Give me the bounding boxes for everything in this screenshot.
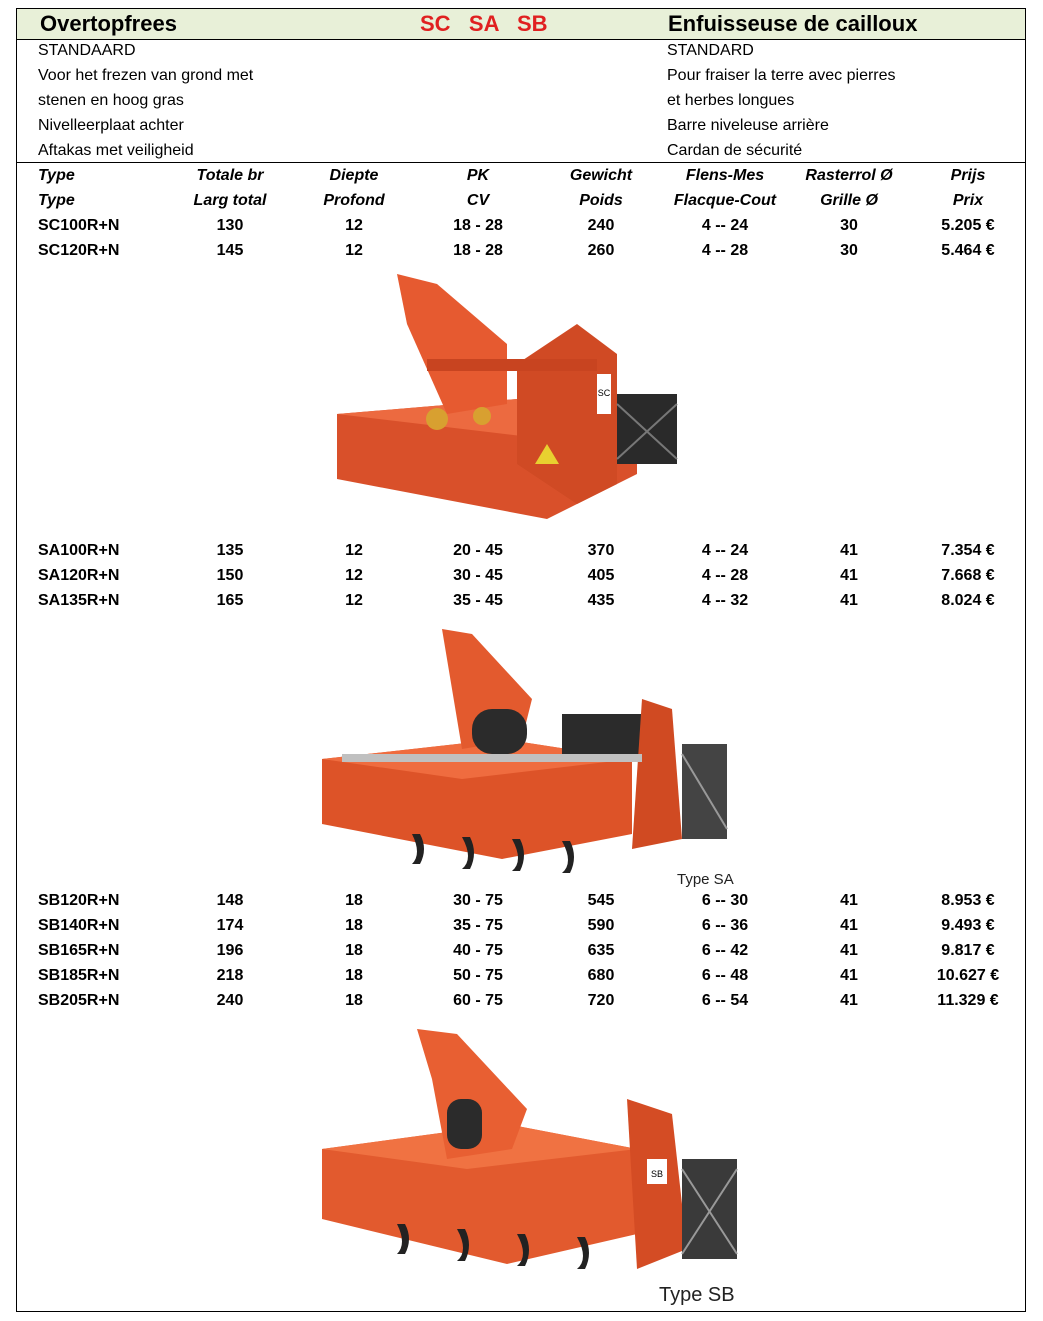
intro-fr-line: Pour fraiser la terre avec pierres	[667, 67, 896, 84]
intro-fr-line: STANDARD	[667, 42, 754, 59]
table-row-cell: 12	[345, 217, 363, 234]
table-row-cell: 18	[345, 942, 363, 959]
table-row-cell: 370	[587, 542, 615, 559]
table-row-cell: 18 - 28	[453, 217, 503, 234]
table-row-cell: 60 - 75	[453, 992, 503, 1009]
intro-nl-line: Voor het frezen van grond met	[38, 67, 254, 84]
table-row-cell: 12	[345, 542, 363, 559]
table-row-cell: 18	[345, 967, 363, 984]
table-row-cell: 9.817 €	[941, 942, 995, 959]
table-row-cell: 4 -- 24	[701, 217, 749, 234]
sb-machine-photo	[307, 1019, 757, 1309]
intro-fr-line: et herbes longues	[667, 92, 795, 109]
table-header-fr-type: Type	[38, 192, 75, 209]
intro-nl-line: STANDAARD	[38, 42, 136, 59]
table-row-cell: 148	[216, 892, 244, 909]
table-header-fr-cell: Grille Ø	[820, 192, 878, 209]
sc-machine-photo	[317, 264, 687, 534]
sa-machine-photo	[312, 619, 742, 894]
table-row-cell: 545	[587, 892, 615, 909]
table-row-cell: 6 -- 30	[701, 892, 749, 909]
table-row-cell: 680	[587, 967, 615, 984]
table-header-nl-cell: Gewicht	[569, 167, 633, 184]
table-row-cell: 9.493 €	[941, 917, 995, 934]
table-row-cell: 590	[587, 917, 615, 934]
table-row-cell: 240	[216, 992, 244, 1009]
table-header-nl-cell: Totale br	[196, 167, 264, 184]
intro-fr-line: Cardan de sécurité	[667, 142, 803, 159]
table-row-cell: 4 -- 28	[701, 242, 749, 259]
table-row-cell: 8.024 €	[941, 592, 995, 609]
title-nl: Overtopfrees	[40, 11, 177, 36]
table-header-fr-cell: CV	[466, 192, 490, 209]
table-row-type: SB140R+N	[38, 917, 120, 934]
table-row-cell: 30 - 75	[453, 892, 503, 909]
table-row-cell: 41	[840, 967, 858, 984]
table-row-type: SB205R+N	[38, 992, 120, 1009]
table-row-cell: 240	[587, 217, 615, 234]
table-row-cell: 40 - 75	[453, 942, 503, 959]
table-row-cell: 18	[345, 917, 363, 934]
table-row-cell: 635	[587, 942, 615, 959]
table-row-cell: 4 -- 32	[701, 592, 749, 609]
table-header-fr-cell: Profond	[323, 192, 385, 209]
table-row-cell: 41	[840, 892, 858, 909]
intro-fr-line: Barre niveleuse arrière	[667, 117, 829, 134]
table-row-cell: 41	[840, 942, 858, 959]
table-row-cell: 135	[216, 542, 244, 559]
table-header-nl-cell: Flens-Mes	[685, 167, 765, 184]
table-row-type: SB185R+N	[38, 967, 120, 984]
table-row-cell: 20 - 45	[453, 542, 503, 559]
table-row-cell: 5.464 €	[941, 242, 995, 259]
table-row-cell: 7.668 €	[941, 567, 995, 584]
sc-label: SC	[597, 388, 611, 398]
table-header-fr-cell: Prix	[952, 192, 984, 209]
table-row-cell: 30 - 45	[453, 567, 503, 584]
table-row-cell: 150	[216, 567, 244, 584]
table-row-cell: 50 - 75	[453, 967, 503, 984]
table-row-cell: 30	[840, 242, 858, 259]
table-row-cell: 720	[587, 992, 615, 1009]
table-header-fr-cell: Flacque-Cout	[673, 192, 777, 209]
table-row-cell: 41	[840, 567, 858, 584]
table-row-cell: 6 -- 36	[701, 917, 749, 934]
table-row-cell: 8.953 €	[941, 892, 995, 909]
table-header-fr-cell: Poids	[579, 192, 623, 209]
table-row-type: SB120R+N	[38, 892, 120, 909]
table-row-cell: 41	[840, 992, 858, 1009]
table-row-cell: 174	[216, 917, 244, 934]
table-row-type: SA100R+N	[38, 542, 120, 559]
table-row-cell: 11.329 €	[937, 992, 999, 1009]
table-row-cell: 12	[345, 567, 363, 584]
intro-nl-line: stenen en hoog gras	[38, 92, 184, 109]
intro-nl-line: Nivelleerplaat achter	[38, 117, 184, 134]
sb-label: SB	[650, 1169, 664, 1179]
table-row-cell: 196	[216, 942, 244, 959]
title-bar	[17, 9, 1025, 40]
sb-caption: Type SB	[659, 1284, 735, 1306]
table-row-cell: 130	[216, 217, 244, 234]
table-row-cell: 218	[216, 967, 244, 984]
table-row-cell: 12	[345, 592, 363, 609]
model-codes: SC SA SB	[420, 11, 548, 36]
table-row-cell: 30	[840, 217, 858, 234]
table-row-type: SB165R+N	[38, 942, 120, 959]
price-sheet	[16, 8, 1026, 1312]
table-row-cell: 6 -- 54	[701, 992, 749, 1009]
table-row-cell: 10.627 €	[936, 967, 1000, 984]
table-header-nl-cell: PK	[466, 167, 490, 184]
table-row-cell: 4 -- 28	[701, 567, 749, 584]
divider	[17, 162, 1025, 163]
table-row-cell: 6 -- 48	[701, 967, 749, 984]
table-row-cell: 18	[345, 892, 363, 909]
table-header-nl-type: Type	[38, 167, 75, 184]
table-row-cell: 12	[345, 242, 363, 259]
intro-nl-line: Aftakas met veiligheid	[38, 142, 194, 159]
table-row-cell: 35 - 45	[453, 592, 503, 609]
table-header-nl-cell: Diepte	[329, 167, 379, 184]
table-row-cell: 6 -- 42	[701, 942, 749, 959]
sa-caption: Type SA	[677, 871, 734, 888]
table-row-cell: 145	[216, 242, 244, 259]
table-header-nl-cell: Rasterrol Ø	[805, 167, 893, 184]
table-row-cell: 260	[587, 242, 615, 259]
table-row-cell: 4 -- 24	[701, 542, 749, 559]
table-row-cell: 18	[345, 992, 363, 1009]
table-row-type: SC120R+N	[38, 242, 120, 259]
table-row-cell: 41	[840, 592, 858, 609]
table-header-fr-cell: Larg total	[193, 192, 267, 209]
table-row-cell: 18 - 28	[453, 242, 503, 259]
table-row-type: SA120R+N	[38, 567, 120, 584]
table-row-cell: 5.205 €	[941, 217, 995, 234]
table-row-cell: 7.354 €	[941, 542, 995, 559]
table-row-cell: 405	[587, 567, 615, 584]
table-header-nl-cell: Prijs	[950, 167, 986, 184]
title-fr: Enfuisseuse de cailloux	[668, 11, 918, 36]
table-row-cell: 165	[216, 592, 244, 609]
table-row-type: SC100R+N	[38, 217, 120, 234]
table-row-cell: 41	[840, 917, 858, 934]
table-row-type: SA135R+N	[38, 592, 120, 609]
table-row-cell: 435	[587, 592, 615, 609]
table-row-cell: 35 - 75	[453, 917, 503, 934]
table-row-cell: 41	[840, 542, 858, 559]
